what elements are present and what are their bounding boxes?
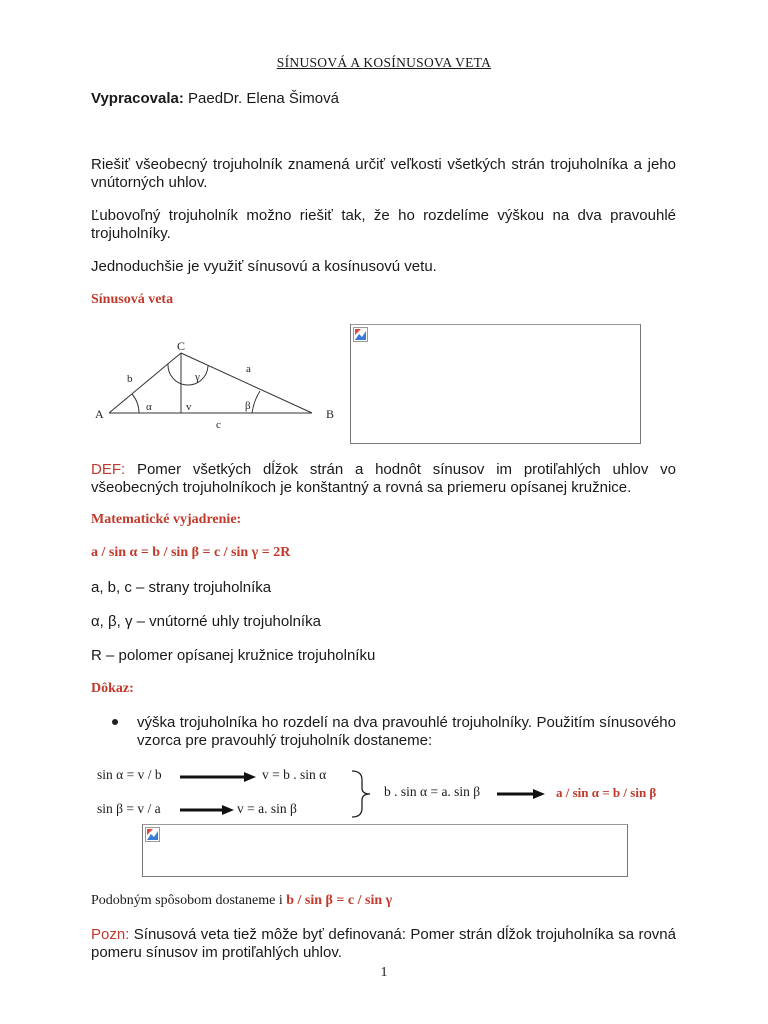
note-paragraph bbox=[91, 926, 676, 962]
angle-alpha-arc bbox=[132, 394, 139, 413]
eq2-left: sin β = v / a bbox=[97, 801, 161, 816]
author-name: PaedDr. Elena Šimová bbox=[188, 90, 339, 107]
side-c-label: c bbox=[216, 419, 221, 431]
angle-gamma-arc bbox=[168, 364, 208, 385]
eq1-left: sin α = v / b bbox=[97, 767, 162, 782]
eq2-arrow-icon bbox=[180, 803, 236, 817]
angle-alpha-label: α bbox=[146, 401, 152, 413]
image-placeholder-1 bbox=[350, 324, 641, 444]
image-placeholder-2 bbox=[142, 824, 628, 877]
result-arrow-icon bbox=[497, 787, 547, 801]
document-title: SÍNUSOVÁ A KOSÍNUSOVA VETA bbox=[276, 55, 492, 70]
note-label: Pozn: bbox=[91, 926, 130, 943]
broken-image-icon bbox=[145, 827, 160, 842]
side-b-label: b bbox=[127, 373, 133, 385]
derivation-result: a / sin α = b / sin β bbox=[556, 785, 657, 800]
definition-text: Pomer všetkých dĺžok strán a hodnôt sínusov im protiľahlých uhlov vo všeobecných trojuholníkoch je konštantný a rovná sa priemeru opísanej kružnice. bbox=[91, 461, 676, 496]
math-heading: Matematické vyjadrenie: bbox=[91, 512, 242, 527]
proof-heading: Dôkaz: bbox=[91, 681, 134, 696]
similar-prefix: Podobným spôsobom dostaneme i bbox=[91, 893, 283, 908]
section-heading-sinus: Sínusová veta bbox=[91, 292, 174, 307]
broken-image-icon bbox=[353, 327, 368, 342]
eq1-right: v = b . sin α bbox=[262, 767, 327, 782]
angle-beta-arc bbox=[252, 391, 260, 413]
vertex-b-label: B bbox=[326, 407, 335, 421]
page-number: 1 bbox=[380, 965, 388, 980]
similar-formula: b / sin β = c / sin γ bbox=[286, 893, 393, 908]
combined-equation: b . sin α = a. sin β bbox=[384, 784, 481, 799]
definition-label: DEF: bbox=[91, 461, 126, 478]
definition-paragraph bbox=[91, 461, 676, 497]
eq1-arrow-icon bbox=[180, 770, 258, 784]
intro-paragraph-1: Riešiť všeobecný trojuholník znamená určiť veľkosti všetkých strán trojuholníka a jeho vnútorných uhlov. bbox=[91, 156, 676, 191]
intro-paragraph-2: Ľubovoľný trojuholník možno riešiť tak, že ho rozdelíme výškou na dva pravouhlé trojuholníky. bbox=[91, 207, 676, 242]
angle-gamma-label: γ bbox=[195, 371, 200, 383]
legend-sides: a, b, c – strany trojuholníka bbox=[91, 579, 272, 596]
main-formula: a / sin α = b / sin β = c / sin γ = 2R bbox=[91, 545, 291, 560]
legend-radius: R – polomer opísanej kružnice trojuholníku bbox=[91, 647, 376, 664]
bullet-dot bbox=[112, 719, 118, 725]
author-line bbox=[91, 90, 339, 108]
eq2-right: v = a. sin β bbox=[237, 801, 297, 816]
similar-line bbox=[91, 893, 392, 909]
height-label: v bbox=[186, 401, 192, 413]
note-text: Sínusová veta tiež môže byť definovaná: Pomer strán dĺžok trojuholníka sa rovná pomeru sínusov im protiľahlých uhlov. bbox=[91, 926, 676, 961]
side-b-line bbox=[109, 353, 181, 413]
author-label: Vypracovala: bbox=[91, 90, 184, 107]
angle-beta-label: β bbox=[245, 400, 251, 412]
vertex-c-label: C bbox=[177, 339, 186, 353]
vertex-a-label: A bbox=[95, 407, 104, 421]
triangle-diagram bbox=[92, 336, 344, 436]
legend-angles: α, β, γ – vnútorné uhly trojuholníka bbox=[91, 613, 321, 630]
proof-bullet-text: výška trojuholníka ho rozdelí na dva pravouhlé trojuholníky. Použitím sínusového vzorca pre pravouhlý trojuholník dostaneme: bbox=[137, 714, 676, 749]
intro-paragraph-3: Jednoduchšie je využiť sínusovú a kosínusovú vetu. bbox=[91, 258, 437, 275]
side-a-label: a bbox=[246, 363, 251, 375]
curly-brace-icon bbox=[346, 770, 374, 818]
